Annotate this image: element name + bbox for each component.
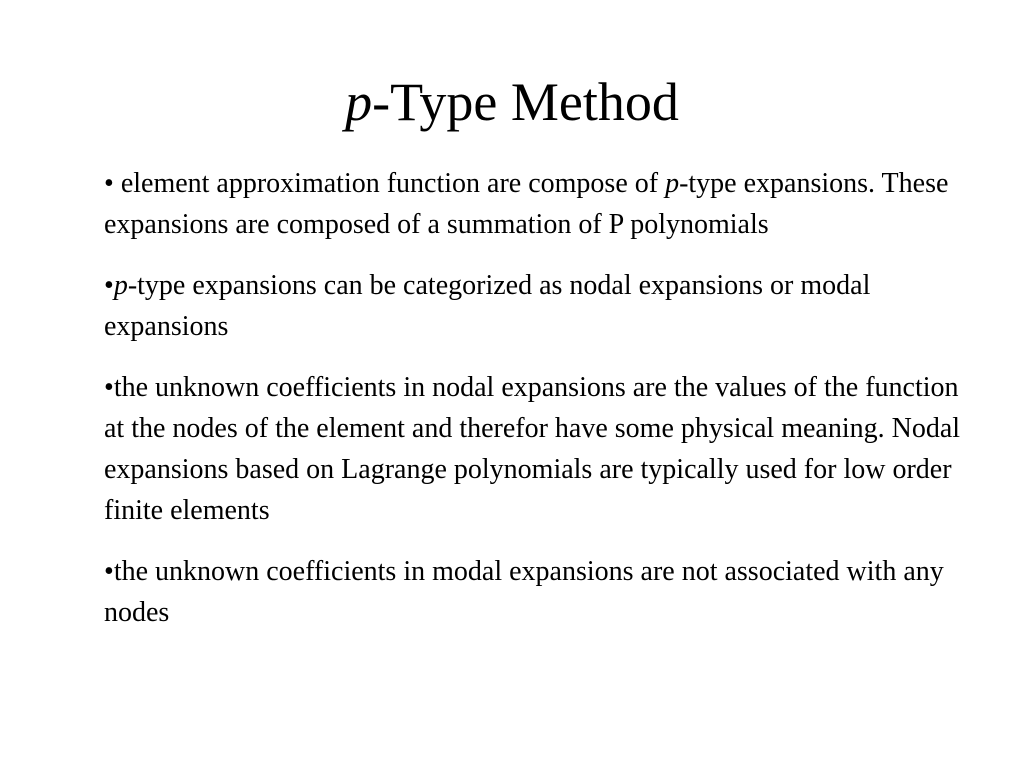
bullet-2 [104,265,964,347]
bullet-marker: • [104,556,114,587]
title-rest: -Type Method [372,72,679,132]
slide-title [0,70,1024,134]
bullet-1 [104,163,964,245]
bullet-marker: • [104,168,121,199]
bullet-2-italic-p: p [113,270,128,301]
bullet-1-text-after: -type expansions. These expansions are composed of a summation of P polynomials [104,168,949,240]
title-italic-p: p [345,72,373,132]
bullet-2-text-after: -type expansions can be categorized as nodal expansions or modal expansions [104,270,871,342]
bullet-4 [104,551,964,633]
slide-body [104,163,964,653]
bullet-1-text-before: element approximation function are compose of [120,168,666,199]
bullet-3 [104,367,964,531]
bullet-marker: • [104,372,114,403]
bullet-3-text: the unknown coefficients in nodal expansions are the values of the function at the nodes of the element and therefor have some physical meaning. Nodal expansions based on Lagrange polynomials are typically used for low order finite elements [104,372,961,526]
bullet-marker: • [104,270,114,301]
bullet-4-text: the unknown coefficients in modal expansions are not associated with any nodes [104,556,944,628]
bullet-1-italic-p: p [665,168,680,199]
